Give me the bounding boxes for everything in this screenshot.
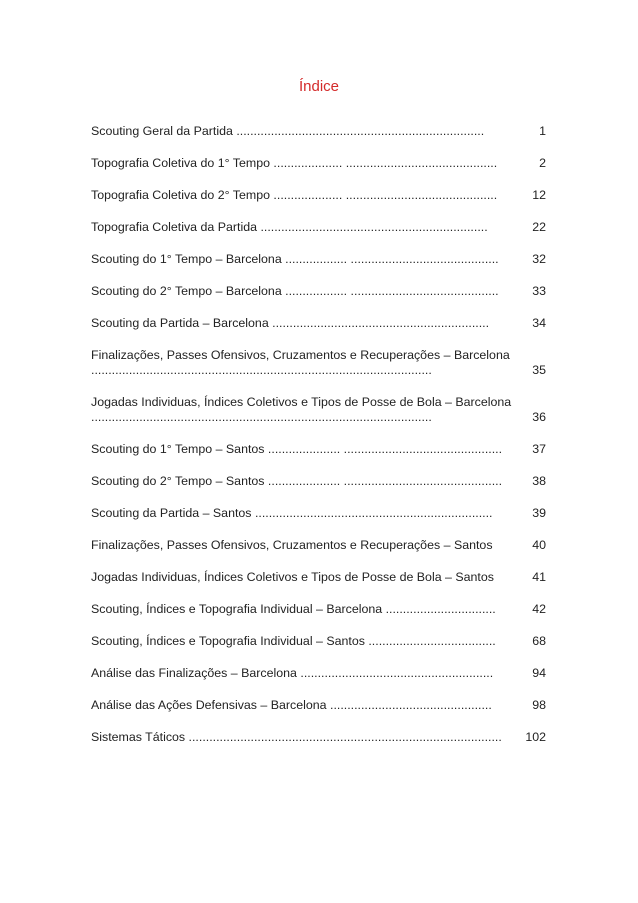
toc-entry-text: Scouting do 1° Tempo – Barcelona .................. ........................................... bbox=[91, 252, 499, 266]
toc-entry[interactable] bbox=[91, 442, 548, 474]
toc-entry-text: Topografia Coletiva do 1° Tempo .................... ............................................ bbox=[91, 156, 498, 170]
toc-entry[interactable] bbox=[91, 124, 548, 156]
toc-entry[interactable] bbox=[91, 634, 548, 666]
toc-entry[interactable] bbox=[91, 602, 548, 634]
toc-entry-page: 94 bbox=[532, 666, 546, 680]
page-title: Índice bbox=[298, 78, 340, 95]
toc-entry[interactable] bbox=[91, 538, 548, 570]
toc-entry-page: 42 bbox=[532, 602, 546, 616]
toc-entry-text: Jogadas Individuas, Índices Coletivos e Tipos de Posse de Bola – Santos bbox=[91, 570, 494, 584]
toc-entry-text: Scouting do 2° Tempo – Santos ..................... .............................................. bbox=[91, 474, 503, 488]
toc-entry[interactable] bbox=[91, 730, 548, 762]
toc-entry[interactable] bbox=[91, 506, 548, 538]
toc-entry-page: 1 bbox=[539, 124, 546, 138]
table-of-contents bbox=[91, 124, 548, 762]
toc-entry-text: Topografia Coletiva da Partida .................................................................. bbox=[91, 220, 488, 234]
toc-entry-page: 2 bbox=[539, 156, 546, 170]
toc-entry[interactable] bbox=[91, 698, 548, 730]
toc-entry-page: 32 bbox=[532, 252, 546, 266]
toc-entry-page: 33 bbox=[532, 284, 546, 298]
toc-entry-page: 39 bbox=[532, 506, 546, 520]
toc-entry-page: 36 bbox=[532, 410, 546, 424]
toc-entry[interactable] bbox=[91, 395, 548, 442]
toc-entry-text: Sistemas Táticos ........................................................................................... bbox=[91, 730, 502, 744]
toc-entry[interactable] bbox=[91, 570, 548, 602]
toc-entry-page: 37 bbox=[532, 442, 546, 456]
toc-entry-text: Finalizações, Passes Ofensivos, Cruzamentos e Recuperações – Santos bbox=[91, 538, 493, 552]
toc-entry[interactable] bbox=[91, 474, 548, 506]
toc-entry-text: Scouting, Índices e Topografia Individual – Barcelona ................................ bbox=[91, 602, 496, 616]
toc-entry-page: 12 bbox=[532, 188, 546, 202]
toc-entry[interactable] bbox=[91, 220, 548, 252]
toc-entry[interactable] bbox=[91, 252, 548, 284]
toc-entry-text: Scouting da Partida – Santos ..................................................................... bbox=[91, 506, 493, 520]
toc-entry-text: Scouting do 2° Tempo – Barcelona .................. ........................................... bbox=[91, 284, 499, 298]
toc-entry[interactable] bbox=[91, 348, 548, 395]
toc-entry-page: 22 bbox=[532, 220, 546, 234]
toc-entry[interactable] bbox=[91, 156, 548, 188]
toc-entry-page: 98 bbox=[532, 698, 546, 712]
toc-entry-page: 35 bbox=[532, 363, 546, 377]
toc-entry-text: Scouting da Partida – Barcelona ............................................................... bbox=[91, 316, 490, 330]
toc-entry-page: 68 bbox=[532, 634, 546, 648]
toc-entry-text: Finalizações, Passes Ofensivos, Cruzamentos e Recuperações – Barcelona ................................................................................................... bbox=[91, 348, 510, 377]
toc-entry-page: 34 bbox=[532, 316, 546, 330]
toc-entry-page: 102 bbox=[525, 730, 546, 744]
toc-entry-text: Análise das Finalizações – Barcelona ........................................................ bbox=[91, 666, 494, 680]
toc-entry[interactable] bbox=[91, 188, 548, 220]
toc-entry-page: 41 bbox=[532, 570, 546, 584]
toc-entry[interactable] bbox=[91, 316, 548, 348]
toc-entry-text: Scouting, Índices e Topografia Individual – Santos ..................................... bbox=[91, 634, 496, 648]
toc-entry[interactable] bbox=[91, 284, 548, 316]
toc-entry[interactable] bbox=[91, 666, 548, 698]
toc-entry-page: 40 bbox=[532, 538, 546, 552]
toc-entry-text: Jogadas Individuas, Índices Coletivos e Tipos de Posse de Bola – Barcelona ................................................................................................... bbox=[91, 395, 512, 424]
toc-entry-text: Scouting do 1° Tempo – Santos ..................... .............................................. bbox=[91, 442, 503, 456]
toc-entry-text: Topografia Coletiva do 2° Tempo .................... ............................................ bbox=[91, 188, 498, 202]
toc-entry-text: Scouting Geral da Partida ........................................................................ bbox=[91, 124, 485, 138]
toc-entry-text: Análise das Ações Defensivas – Barcelona ............................................... bbox=[91, 698, 492, 712]
toc-entry-page: 38 bbox=[532, 474, 546, 488]
